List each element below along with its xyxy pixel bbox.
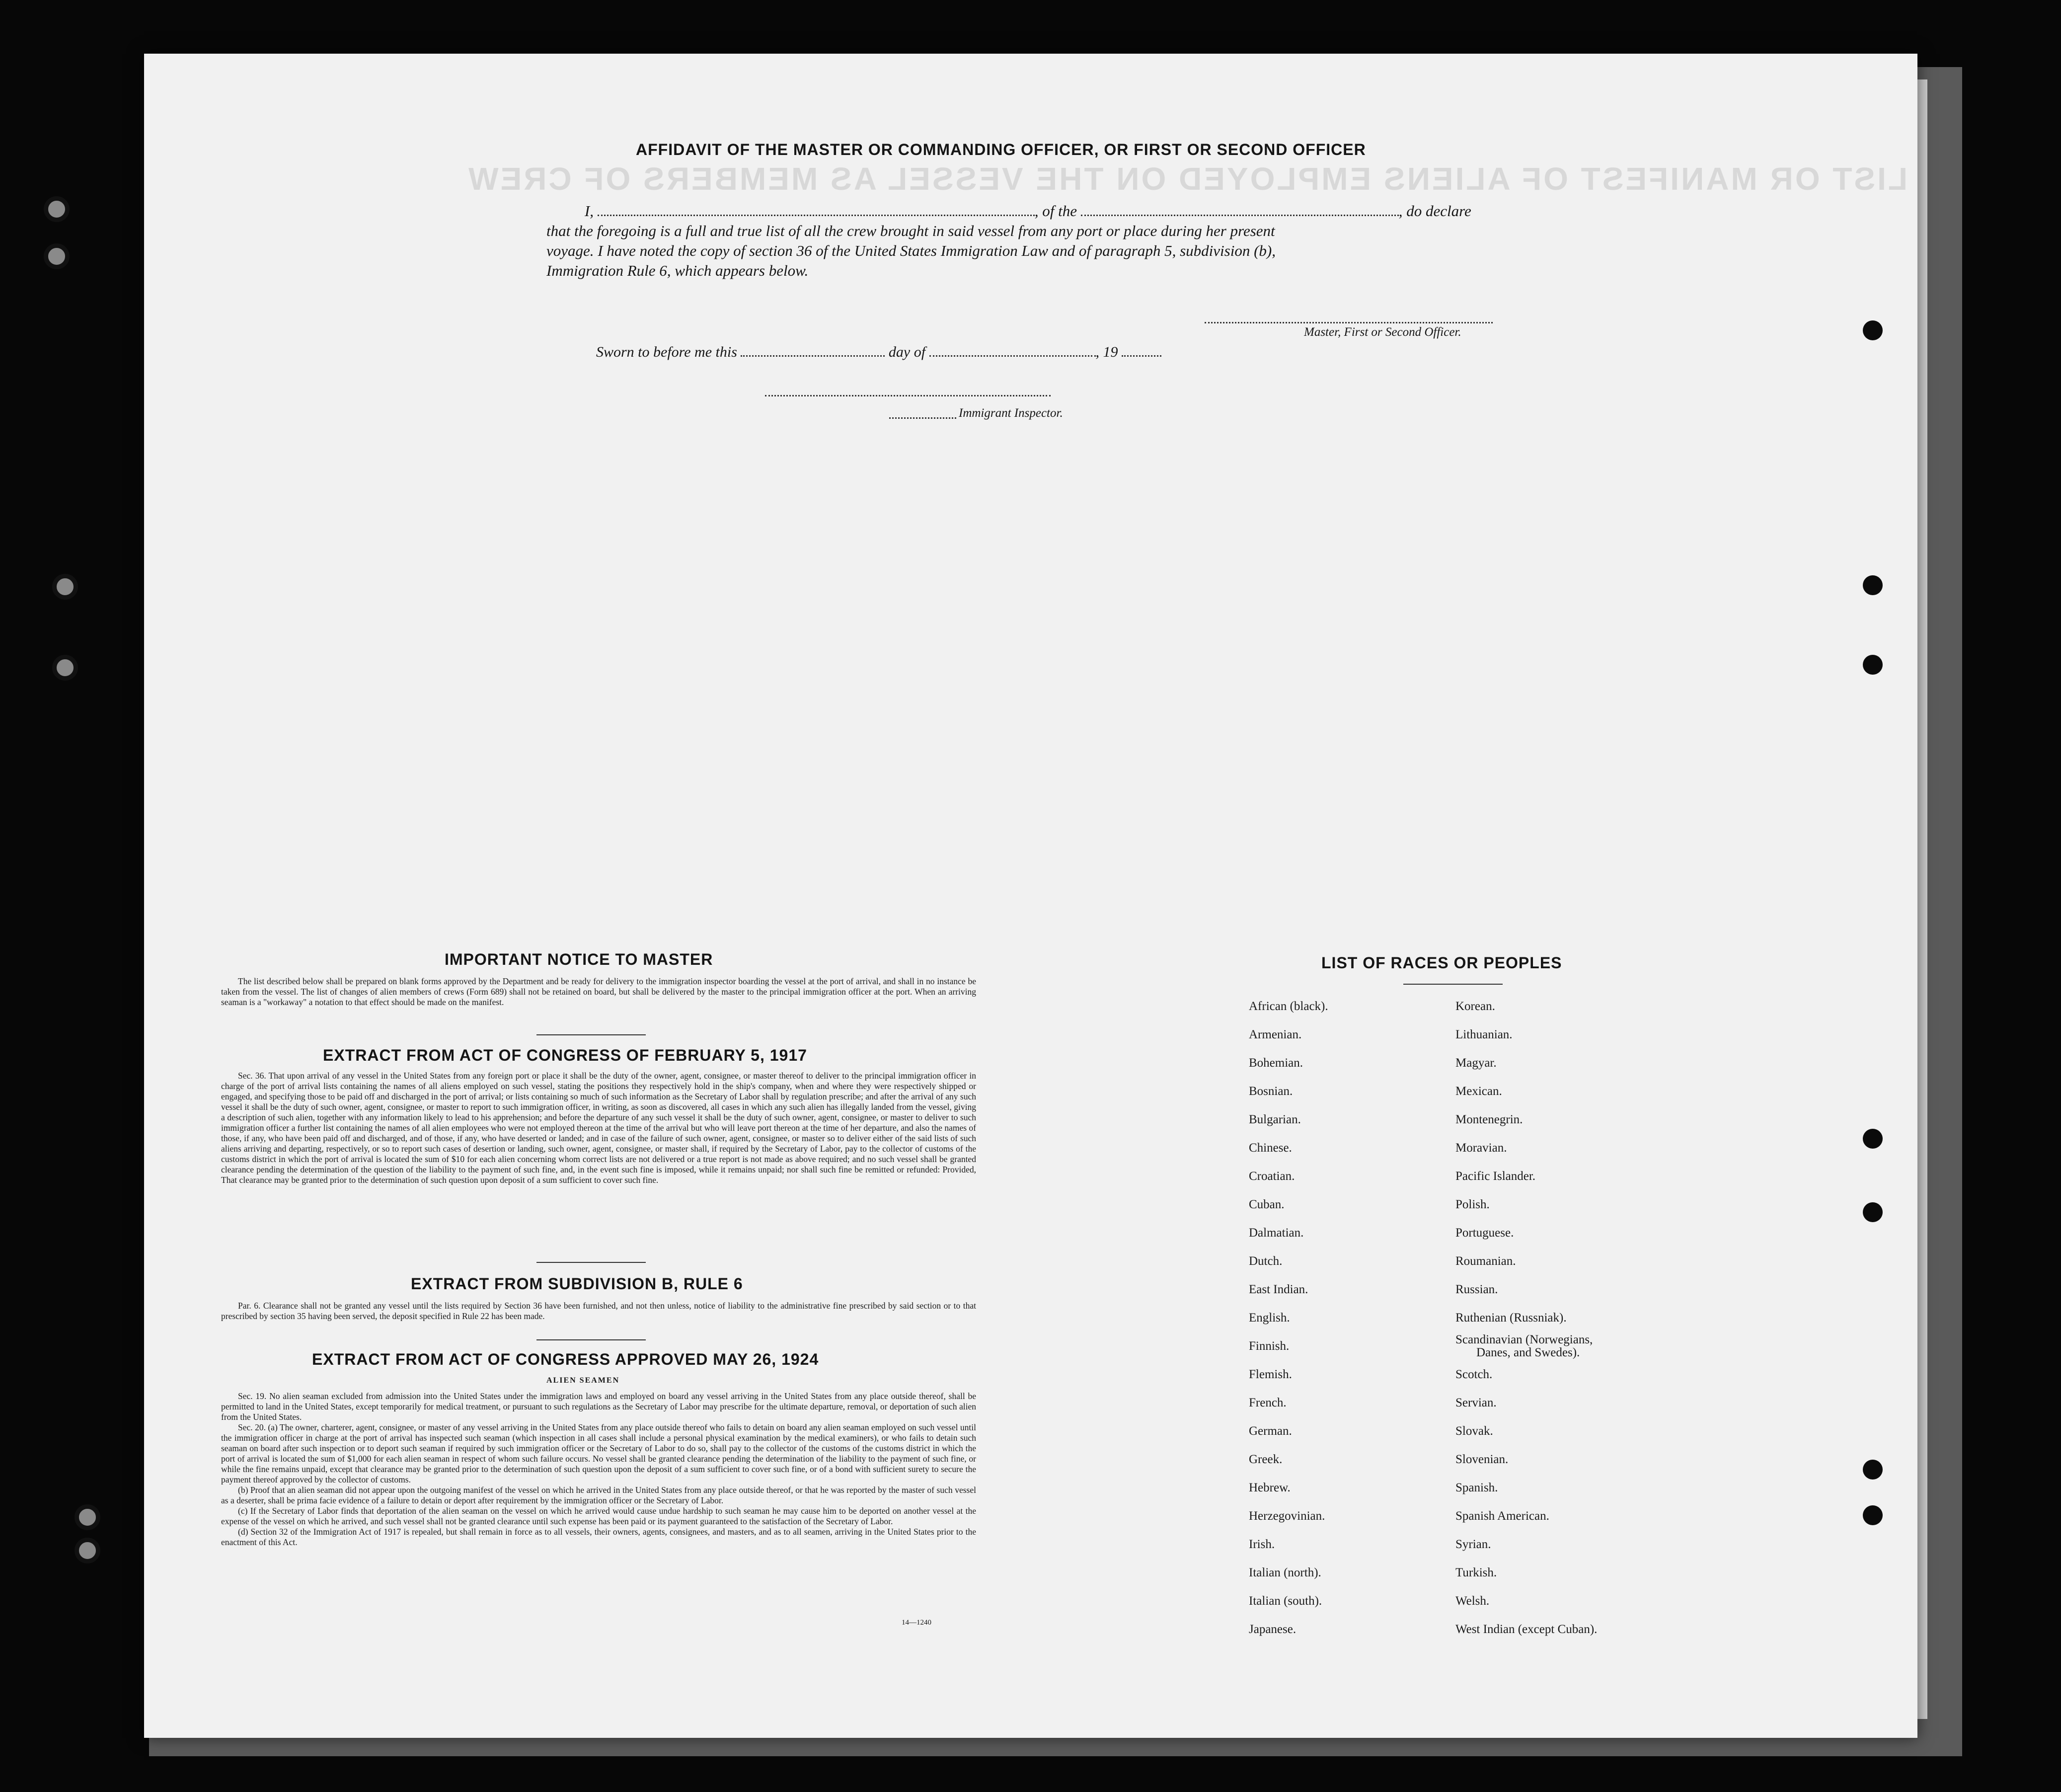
race-item: Italian (south). [1249,1594,1322,1608]
race-item: Dalmatian. [1249,1226,1304,1240]
race-item: Scandinavian (Norwegians, [1455,1333,1593,1346]
race-item: Korean. [1455,1000,1495,1013]
punch-hole-icon [1863,1202,1883,1222]
binder-hole-icon [75,1538,100,1563]
race-item: Mexican. [1455,1085,1502,1098]
race-item: Bohemian. [1249,1056,1303,1070]
punch-hole-icon [1863,575,1883,595]
race-item: African (black). [1249,1000,1328,1013]
notice-title: IMPORTANT NOTICE TO MASTER [445,950,713,968]
officer-signature-field[interactable] [1205,322,1493,323]
officer-caption: Master, First or Second Officer. [1304,325,1461,339]
race-item: Russian. [1455,1283,1498,1296]
form-number: 14—1240 [902,1619,931,1627]
binder-hole-icon [52,574,78,600]
sworn-day-field[interactable] [741,355,885,357]
sworn-month-field[interactable] [929,355,1096,357]
extract-1917-title: EXTRACT FROM ACT OF CONGRESS OF FEBRUARY 5, 1917 [323,1046,807,1064]
race-item: Chinese. [1249,1141,1292,1155]
race-item: Hebrew. [1249,1481,1291,1494]
affidavit-title: AFFIDAVIT OF THE MASTER OR COMMANDING OFFICER, OR FIRST OR SECOND OFFICER [636,141,1366,158]
punch-hole-icon [1863,320,1883,340]
race-item: German. [1249,1424,1292,1438]
race-item: Scotch. [1455,1368,1493,1381]
race-item: Dutch. [1249,1254,1283,1268]
race-item: Slovenian. [1455,1453,1509,1466]
master-name-field[interactable] [598,215,1035,216]
race-item: Japanese. [1249,1623,1297,1636]
race-item: Spanish American. [1455,1509,1549,1523]
race-item: West Indian (except Cuban). [1455,1623,1598,1636]
divider [536,1262,646,1263]
divider [536,1034,646,1035]
inspector-signature-field[interactable] [765,395,1051,396]
race-item: East Indian. [1249,1283,1308,1296]
race-item: Montenegrin. [1455,1113,1523,1126]
extract-1917-text: Sec. 36. That upon arrival of any vessel in the United States from any foreign port or place it shall be the duty of the owner, agent, consignee, or master thereof to deliver to the principal immigration officer in charge of the port of arrival lists containing the names of all aliens employed on such vessel, stating the positions they respectively hold in the ship's company, when and where they were respectively shipped or engaged, and specifying those to be paid off and discharged in the port of arrival; or lists containing so much of such information as the Secretary of Labor shall by regulation prescribe; and after the arrival of any such vessel it shall be the duty of such owner, agent, consignee, or master to report to such immigration officer, in writing, as soon as discovered, all cases in which any such alien has illegally landed from the vessel, giving a description of such alien, together with any information likely to lead to his apprehension; and before the departure of any such vessel it shall be the duty of such owner, agent, consignee, or master to deliver to such immigration officer a further list containing the names of all alien employees who were not employed thereon at the time of the arrival but who will leave port thereon at the time of her departure, and also the names of those, if any, who have been paid off and discharged, and of those, if any, who have deserted or landed; and in case of the failure of such owner, agent, consignee, or master so to deliver either of the said lists of such aliens arriving and departing, respectively, or so to report such cases of desertion or landing, such owner, agent, consignee, or master shall, if required by the Secretary of Labor, pay to the collector of customs of the customs district in which the port of arrival is located the sum of $10 for each alien concerning whom correct lists are not delivered or a true report is not made as above required; and no such vessel shall be granted clearance pending the determination of the question of the liability to the payment of such fine, and, in the event such fine is imposed, while it remains unpaid; nor shall such fine be remitted or refunded: Provided, That clearance may be granted prior to the determination of such question upon deposit of a sum sufficient to cover such fine. [221,1071,976,1185]
race-item: Servian. [1455,1396,1497,1409]
punch-hole-icon [1863,655,1883,675]
race-item: Pacific Islander. [1455,1169,1536,1183]
affidavit-line-2: that the foregoing is a full and true list of all the crew brought in said vessel from any port or place during her present [546,222,1275,239]
race-item: Syrian. [1455,1538,1491,1551]
race-item: Turkish. [1455,1566,1497,1579]
race-item: Finnish. [1249,1339,1290,1353]
races-title: LIST OF RACES OR PEOPLES [1321,954,1562,972]
race-item: Portuguese. [1455,1226,1514,1240]
affidavit-line-4: Immigration Rule 6, which appears below. [546,262,809,279]
race-item: Ruthenian (Russniak). [1455,1311,1567,1325]
race-item: Cuban. [1249,1198,1285,1211]
sworn-line: Sworn to before me this day of , 19 [596,344,1161,361]
race-item: French. [1249,1396,1287,1409]
race-item: Magyar. [1455,1056,1497,1070]
race-item: Armenian. [1249,1028,1302,1041]
race-item: Moravian. [1455,1141,1507,1155]
extract-1924-title: EXTRACT FROM ACT OF CONGRESS APPROVED MAY 26, 1924 [312,1350,819,1368]
punch-hole-icon [1863,1505,1883,1525]
inspector-caption: Immigrant Inspector. [959,406,1063,420]
race-item: Croatian. [1249,1169,1295,1183]
binder-hole-icon [52,655,78,681]
race-item: Polish. [1455,1198,1490,1211]
race-item: Spanish. [1455,1481,1498,1494]
sworn-year-field[interactable] [1122,355,1161,357]
binder-hole-icon [75,1504,100,1530]
affidavit-declaration-line: I, , of the , do declare [584,202,1471,220]
race-item: Bosnian. [1249,1085,1293,1098]
race-item: English. [1249,1311,1290,1325]
race-item: Roumanian. [1455,1254,1516,1268]
affidavit-line-3: voyage. I have noted the copy of section 36 of the United States Immigration Law and of paragraph 5, subdivision (b), [546,242,1276,259]
race-item: Bulgarian. [1249,1113,1301,1126]
vessel-name-field[interactable] [1081,215,1399,216]
race-item: Flemish. [1249,1368,1292,1381]
race-item: Lithuanian. [1455,1028,1513,1041]
divider [1403,984,1503,985]
inspector-signature-prefix [889,417,956,419]
alien-seamen-subhead: ALIEN SEAMEN [546,1376,620,1385]
race-item-continued: Danes, and Swedes). [1476,1346,1580,1359]
race-item: Welsh. [1455,1594,1490,1608]
punch-hole-icon [1863,1129,1883,1149]
punch-hole-icon [1863,1460,1883,1480]
race-item: Herzegovinian. [1249,1509,1325,1523]
affidavit-body [546,201,1535,281]
race-item: Greek. [1249,1453,1283,1466]
binder-hole-icon [44,196,70,222]
race-item: Italian (north). [1249,1566,1321,1579]
race-item: Slovak. [1455,1424,1493,1438]
race-item: Irish. [1249,1538,1275,1551]
notice-text: The list described below shall be prepared on blank forms approved by the Department and be ready for delivery to the immigration inspector boarding the vessel at the port of arrival, and shall in no instance be taken from the vessel. The list of changes of alien members of crews (Form 689) shall not be retained on board, but shall be delivered by the master to the principal immigration officer at the port. When an arriving seaman is a "workaway" a notation to that effect should be made on the manifest. [221,976,976,1007]
extract-1924-text: Sec. 19. No alien seaman excluded from admission into the United States under the immigration laws and employed on board any vessel arriving in the United States from any place outside thereof, shall be permitted to land in the United States, except temporarily for medical treatment, or pursuant to such regulations as the Secretary of Labor may prescribe for the ultimate departure, removal, or deportation of such alien from the United States. Sec. 20. (a) The owner, charterer, agent, consignee, or master of any vessel arriving in the United States from any place outside thereof who fails to detain on board any alien seaman employed on such vessel until the immigration officer in charge at the port of arrival has inspected such seaman (which inspection in all cases shall include a personal physical examination by the medical examiners), or who fails to detain such seaman on board after such inspection or to deport such seaman if required by such immigration officer or the Secretary of Labor to do so, shall pay to the collector of the customs of the customs district in which the port of arrival is located the sum of $1,000 for each alien seaman in respect of whom such failure occurs. No vessel shall be granted clearance pending the determination of the liability to the payment of such fine, or while the fine remains unpaid, except that clearance may be granted prior to the determination of such question upon the deposit of a sum sufficient to cover such fine, or of a bond with sufficient surety to secure the payment thereof approved by the collector of customs. (b) Proof that an alien seaman did not appear upon the outgoing manifest of the vessel on which he arrived in the United States from any place outside thereof, or that he was reported by the master of such vessel as a deserter, shall be prima facie evidence of a failure to detain or deport after requirement by the immigration officer or the Secretary of Labor. (c) If the Secretary of Labor finds that deportation of the alien seaman on the vessel on which he arrived would cause undue hardship to such seaman he may cause him to be deported on another vessel at the expense of the vessel on which he arrived, and such vessel shall not be granted clearance until such expense has been paid or its payment guaranteed to the satisfaction of the Secretary of Labor. (d) Section 32 of the Immigration Act of 1917 is repealed, but shall remain in force as to all vessels, their owners, agents, consignees, and masters, and as to all seamen, arriving in the United States prior to the enactment of this Act. [221,1391,976,1547]
divider [536,1339,646,1340]
extract-rule6-title: EXTRACT FROM SUBDIVISION B, RULE 6 [411,1275,743,1293]
binder-hole-icon [44,243,70,269]
bleed-through-text: LIST OR MANIFEST OF ALIENS EMPLOYED ON THE VESSEL AS MEMBERS OF CREW [466,161,1908,197]
extract-rule6-text: Par. 6. Clearance shall not be granted any vessel until the lists required by Section 36 have been furnished, and not then unless, notice of liability to the administrative fine prescribed by said section or to that prescribed by section 35 having been served, the deposit specified in Rule 22 has been made. [221,1301,976,1321]
